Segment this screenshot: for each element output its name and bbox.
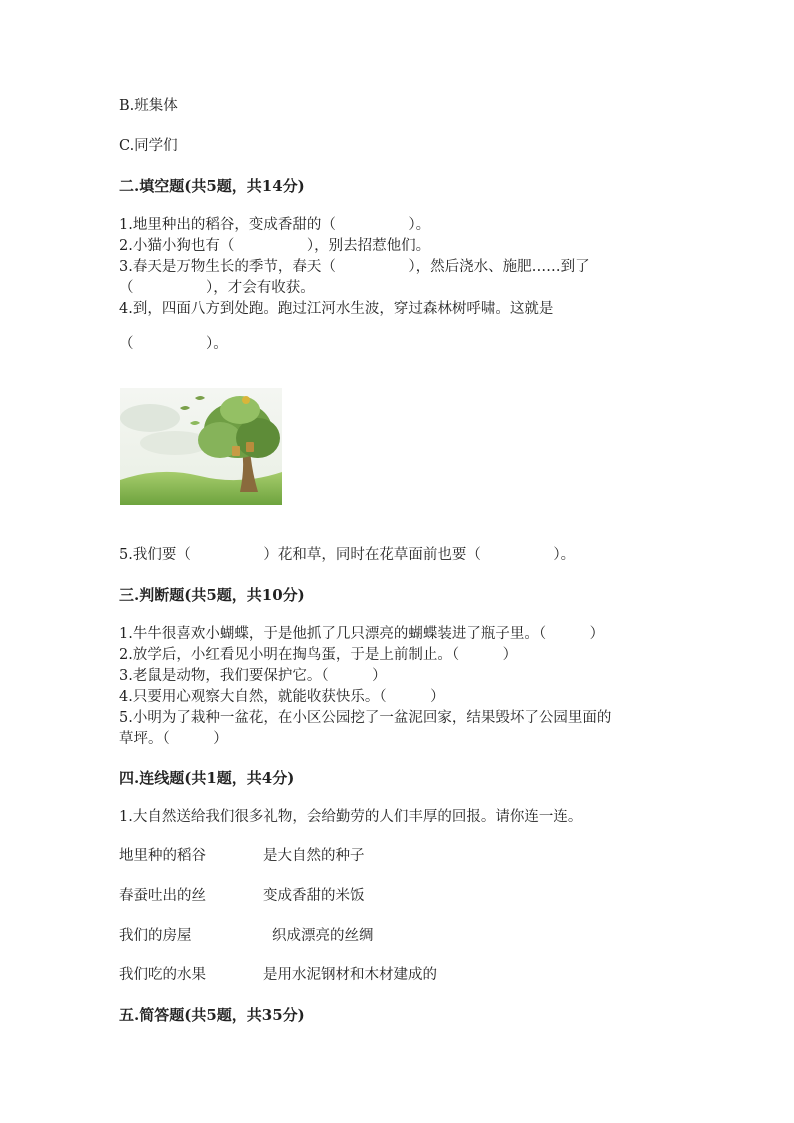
match-right-item: 是大自然的种子	[263, 848, 365, 864]
match-left-item: 春蚕吐出的丝	[119, 888, 206, 904]
section-heading-matching: 四.连线题(共1题，共4分)	[119, 769, 295, 787]
true-false-question: 3.老鼠是动物，我们要保护它。（ ）	[119, 668, 387, 684]
fill-blank-question-continued: （ ），才会有收获。	[119, 280, 315, 296]
tree-image	[120, 388, 282, 505]
fill-blank-question: 4.到，四面八方到处跑。跑过江河水生波，穿过森林树呼啸。这就是	[119, 301, 554, 317]
true-false-question: 4.只要用心观察大自然，就能收获快乐。（ ）	[119, 689, 445, 705]
true-false-question-continued: 草坪。（ ）	[119, 731, 228, 747]
section-heading-true-false: 三.判断题(共5题，共10分)	[119, 586, 305, 604]
match-right-item: 织成漂亮的丝绸	[272, 928, 374, 944]
option-b: B.班集体	[119, 98, 178, 114]
fill-blank-question: 2.小猫小狗也有（ ），别去招惹他们。	[119, 238, 431, 254]
fill-blank-question: 3.春天是万物生长的季节，春天（ ），然后浇水、施肥……到了	[119, 259, 590, 275]
fill-blank-question: 1.地里种出的稻谷，变成香甜的（ ）。	[119, 217, 431, 233]
match-left-item: 地里种的稻谷	[119, 848, 206, 864]
option-c: C.同学们	[119, 138, 178, 154]
true-false-question: 2.放学后，小红看见小明在掏鸟蛋，于是上前制止。（ ）	[119, 647, 518, 663]
matching-question: 1.大自然送给我们很多礼物，会给勤劳的人们丰厚的回报。请你连一连。	[119, 809, 583, 825]
section-heading-short-answer: 五.简答题(共5题，共35分)	[119, 1006, 305, 1024]
true-false-question: 5.小明为了栽种一盆花，在小区公园挖了一盆泥回家，结果毁坏了公园里面的	[119, 710, 612, 726]
fill-blank-question: 5.我们要（ ）花和草，同时在花草面前也要（ ）。	[119, 547, 576, 563]
match-right-item: 变成香甜的米饭	[263, 888, 365, 904]
match-left-item: 我们的房屋	[119, 928, 192, 944]
tree-illustration	[120, 388, 282, 505]
fill-blank-answer-blank: （ ）。	[119, 336, 228, 352]
section-heading-fill-blank: 二.填空题(共5题，共14分)	[119, 177, 305, 195]
true-false-question: 1.牛牛很喜欢小蝴蝶，于是他抓了几只漂亮的蝴蝶装进了瓶子里。（ ）	[119, 626, 605, 642]
match-left-item: 我们吃的水果	[119, 967, 206, 983]
match-right-item: 是用水泥钢材和木材建成的	[263, 967, 437, 983]
